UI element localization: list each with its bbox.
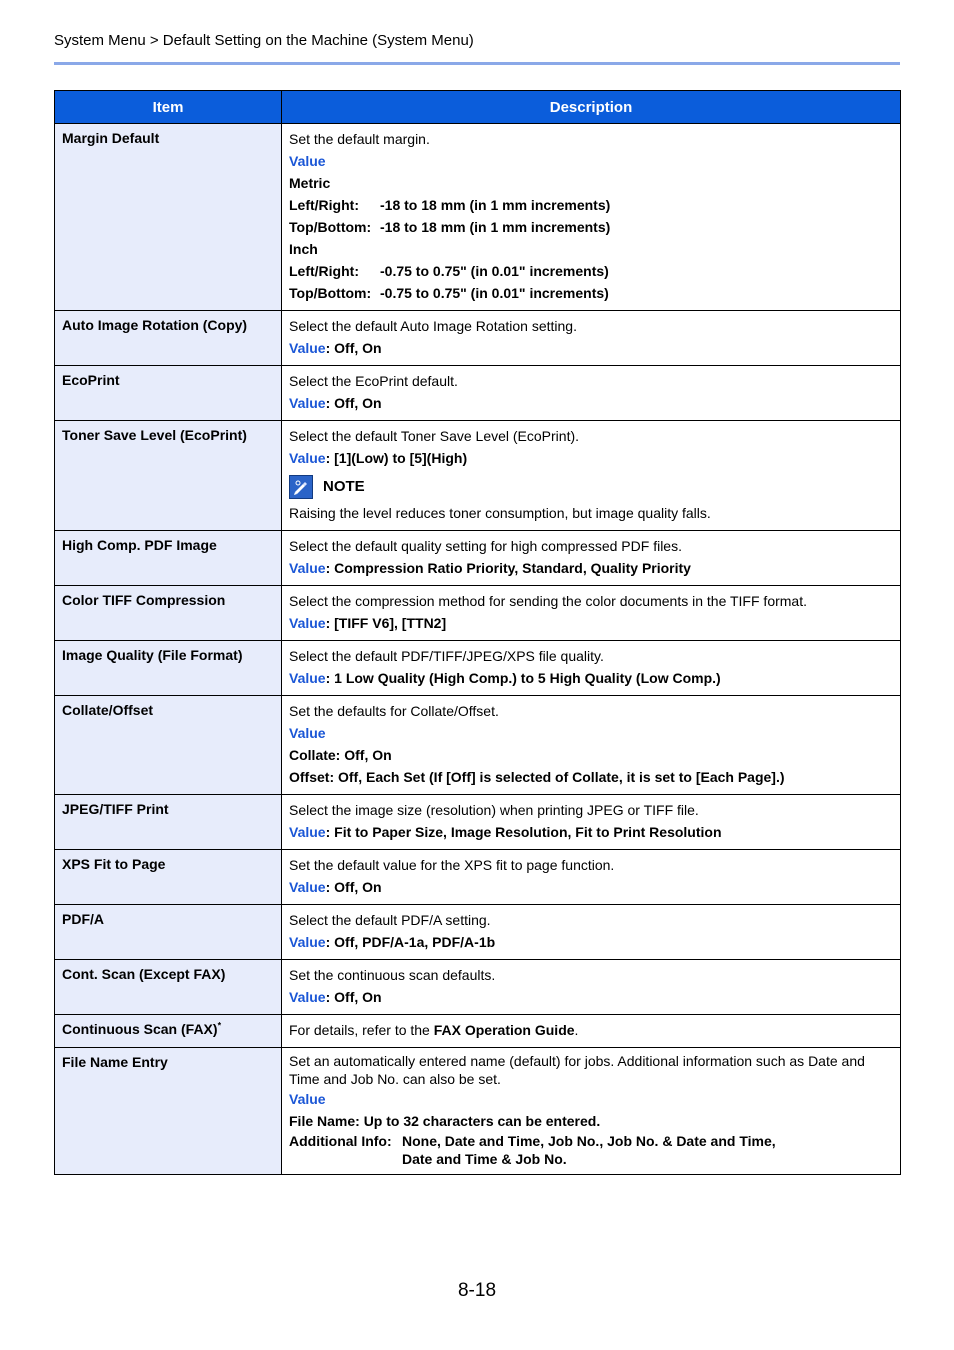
value-text: : Off, On [325, 879, 382, 895]
item-label: Continuous Scan (FAX) [62, 1021, 218, 1037]
value-label: Value [289, 560, 326, 576]
file-name-value: File Name: Up to 32 characters can be entered. [289, 1113, 601, 1129]
collate-value: Collate: Off, On [289, 747, 392, 763]
description-text: Set the defaults for Collate/Offset. [289, 703, 499, 719]
description-cell [282, 1048, 901, 1175]
value-text: : [1](Low) to [5](High) [325, 450, 468, 466]
settings-table [54, 90, 901, 1175]
inch-top-bottom [289, 282, 893, 304]
note-label: NOTE [323, 478, 365, 495]
description-cell [282, 641, 901, 696]
description-text: Select the default Auto Image Rotation setting. [289, 318, 577, 334]
value-label: Value [289, 989, 326, 1005]
description-cell [282, 850, 901, 905]
description-cell [282, 366, 901, 421]
option-value: -0.75 to 0.75" (in 0.01" increments) [380, 263, 609, 279]
description-cell [282, 795, 901, 850]
table-row [55, 850, 901, 905]
description-cell [282, 531, 901, 586]
item-cell: Image Quality (File Format) [55, 641, 282, 696]
description-cell [282, 905, 901, 960]
item-cell: PDF/A [55, 905, 282, 960]
option-value: -18 to 18 mm (in 1 mm increments) [380, 219, 611, 235]
value-text: : Off, On [325, 340, 382, 356]
value-text: : Off, PDF/A-1a, PDF/A-1b [325, 934, 496, 950]
table-row [55, 641, 901, 696]
guide-reference: FAX Operation Guide [433, 1022, 575, 1038]
description-text: Select the compression method for sending the color documents in the TIFF format. [289, 593, 807, 609]
item-cell: Collate/Offset [55, 696, 282, 795]
metric-heading: Metric [289, 175, 331, 191]
description-text: Select the default quality setting for high compressed PDF files. [289, 538, 682, 554]
table-row [55, 960, 901, 1015]
value-label: Value [289, 153, 326, 169]
table-row [55, 421, 901, 531]
table-row [55, 531, 901, 586]
table-row [55, 586, 901, 641]
table-header-row [55, 91, 901, 124]
description-suffix: . [574, 1022, 579, 1038]
table-row [55, 1015, 901, 1048]
table-row [55, 124, 901, 311]
table-row [55, 1048, 901, 1175]
item-cell: XPS Fit to Page [55, 850, 282, 905]
description-text: Select the image size (resolution) when printing JPEG or TIFF file. [289, 802, 699, 818]
item-cell: EcoPrint [55, 366, 282, 421]
table-row [55, 311, 901, 366]
description-text: Set the default value for the XPS fit to page function. [289, 857, 615, 873]
column-header-item: Item [55, 91, 282, 124]
table-row [55, 905, 901, 960]
description-text: Set the default margin. [289, 131, 430, 147]
metric-left-right [289, 194, 893, 216]
additional-info [289, 1132, 893, 1150]
description-cell [282, 1015, 901, 1048]
description-cell [282, 311, 901, 366]
item-cell: JPEG/TIFF Print [55, 795, 282, 850]
value-label: Value [289, 340, 326, 356]
description-text: Select the EcoPrint default. [289, 373, 458, 389]
footnote-marker: * [217, 1020, 222, 1031]
description-cell [282, 960, 901, 1015]
item-cell: Auto Image Rotation (Copy) [55, 311, 282, 366]
table-row [55, 366, 901, 421]
value-label: Value [289, 395, 326, 411]
offset-value: Offset: Off, Each Set (If [Off] is selected of Collate, it is set to [Each Page].) [289, 769, 785, 785]
option-key: Top/Bottom: [289, 285, 372, 301]
item-cell: High Comp. PDF Image [55, 531, 282, 586]
value-text: : Off, On [325, 395, 382, 411]
note-text: Raising the level reduces toner consumption, but image quality falls. [289, 505, 711, 521]
value-label: Value [289, 879, 326, 895]
inch-heading: Inch [289, 241, 318, 257]
value-text: : Off, On [325, 989, 382, 1005]
value-text: : 1 Low Quality (High Comp.) to 5 High Quality (Low Comp.) [325, 670, 721, 686]
option-key: Left/Right: [289, 197, 359, 213]
column-header-description: Description [282, 91, 901, 124]
page-breadcrumb: System Menu > Default Setting on the Machine (System Menu) [54, 32, 474, 49]
description-text: Set the continuous scan defaults. [289, 967, 496, 983]
description-cell [282, 124, 901, 311]
item-cell: Toner Save Level (EcoPrint) [55, 421, 282, 531]
note-box [289, 475, 893, 499]
value-label: Value [289, 934, 326, 950]
description-text: For details, refer to the [289, 1022, 434, 1038]
description-text: Select the default Toner Save Level (EcoPrint). [289, 428, 580, 444]
value-text: : [TIFF V6], [TTN2] [325, 615, 447, 631]
value-label: Value [289, 615, 326, 631]
item-cell [55, 1015, 282, 1048]
item-cell: Cont. Scan (Except FAX) [55, 960, 282, 1015]
value-text: : Fit to Paper Size, Image Resolution, Fit to Print Resolution [325, 824, 722, 840]
page-number: 8-18 [457, 1280, 497, 1301]
description-cell [282, 421, 901, 531]
item-cell: Margin Default [55, 124, 282, 311]
item-cell: Color TIFF Compression [55, 586, 282, 641]
value-label: Value [289, 725, 326, 741]
value-label: Value [289, 1091, 326, 1107]
inch-left-right [289, 260, 893, 282]
value-label: Value [289, 450, 326, 466]
description-cell [282, 586, 901, 641]
option-key: Left/Right: [289, 263, 359, 279]
note-icon [289, 475, 313, 499]
option-value: None, Date and Time, Job No., Job No. & Date and Time, [402, 1133, 776, 1149]
option-value: -0.75 to 0.75" (in 0.01" increments) [380, 285, 609, 301]
additional-info-continued: Date and Time & Job No. [402, 1151, 567, 1167]
value-label: Value [289, 824, 326, 840]
description-cell [282, 696, 901, 795]
description-text: Select the default PDF/A setting. [289, 912, 491, 928]
metric-top-bottom [289, 216, 893, 238]
option-value: -18 to 18 mm (in 1 mm increments) [380, 197, 611, 213]
description-text: Set an automatically entered name (default) for jobs. Additional information such as Date and Time and Job No. can also be set. [289, 1053, 865, 1087]
value-label: Value [289, 670, 326, 686]
option-key: Additional Info: [289, 1133, 392, 1149]
item-cell: File Name Entry [55, 1048, 282, 1175]
header-divider [54, 62, 900, 65]
value-text: : Compression Ratio Priority, Standard, Quality Priority [325, 560, 691, 576]
table-row [55, 795, 901, 850]
option-key: Top/Bottom: [289, 219, 372, 235]
table-row [55, 696, 901, 795]
description-text: Select the default PDF/TIFF/JPEG/XPS file quality. [289, 648, 604, 664]
